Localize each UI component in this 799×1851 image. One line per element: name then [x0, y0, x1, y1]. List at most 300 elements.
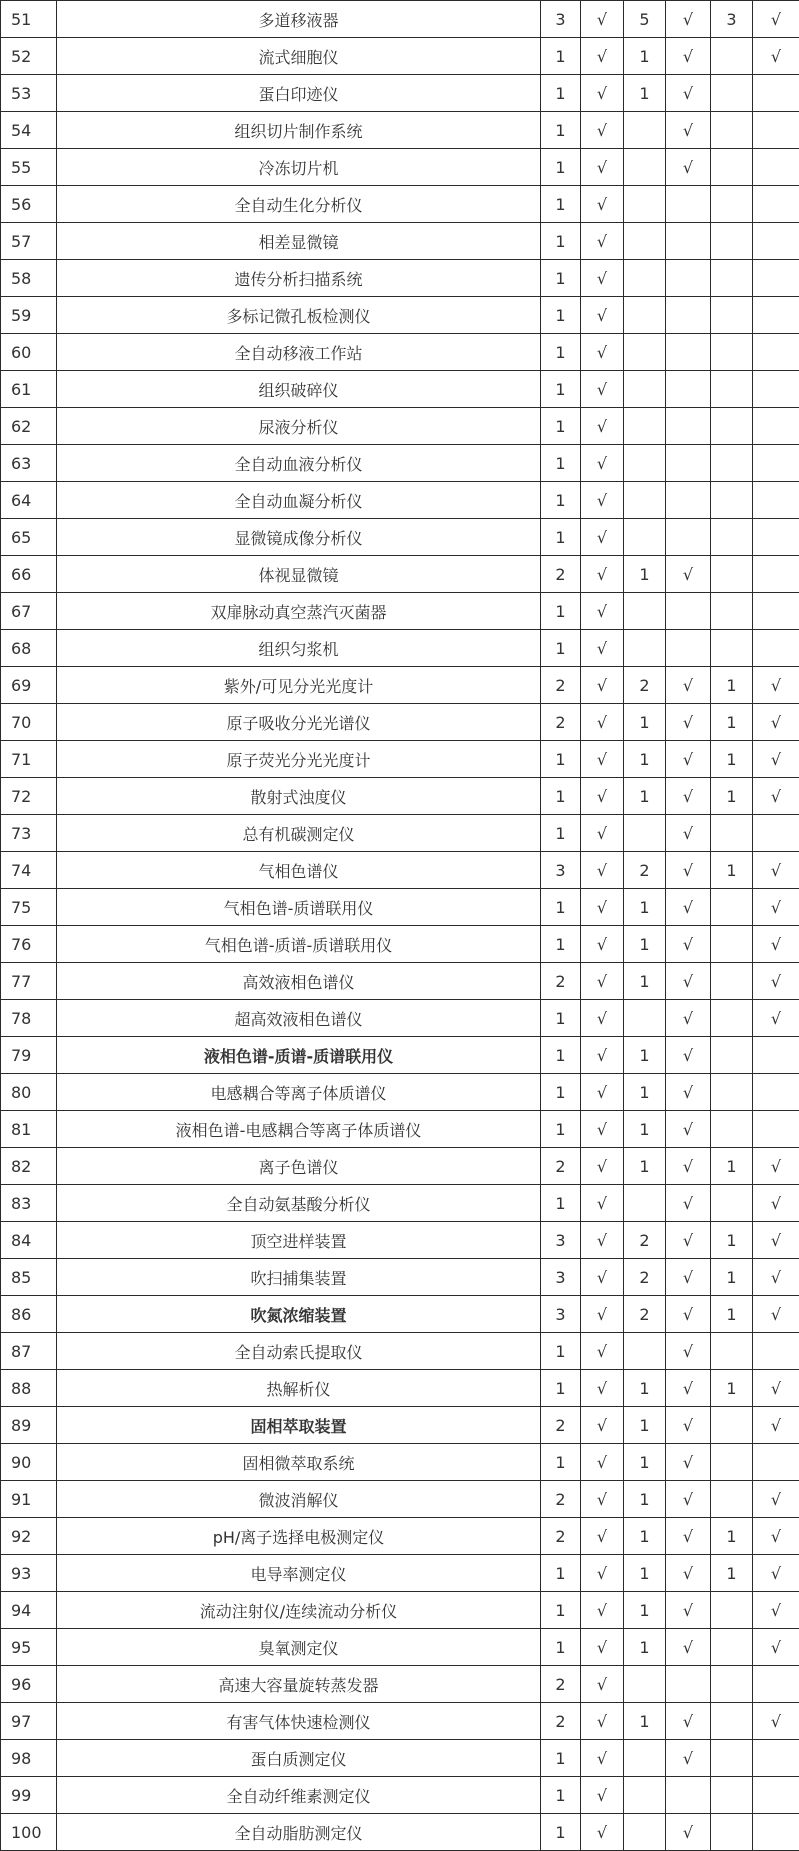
cell-col-3: 1 [624, 889, 666, 926]
cell-col-5 [711, 1185, 753, 1222]
cell-col-5: 1 [711, 704, 753, 741]
equipment-name: 组织破碎仪 [57, 371, 541, 408]
cell-col-1: 2 [541, 1703, 581, 1740]
equipment-name: 全自动纤维素测定仪 [57, 1777, 541, 1814]
cell-col-3 [624, 1814, 666, 1851]
cell-col-5: 1 [711, 1518, 753, 1555]
cell-col-2: √ [581, 1629, 624, 1666]
row-number: 56 [1, 186, 57, 223]
cell-col-3 [624, 1666, 666, 1703]
cell-col-1: 1 [541, 1037, 581, 1074]
row-number: 71 [1, 741, 57, 778]
cell-col-3: 1 [624, 741, 666, 778]
cell-col-2: √ [581, 1037, 624, 1074]
cell-col-1: 1 [541, 186, 581, 223]
equipment-name: 热解析仪 [57, 1370, 541, 1407]
table-row [1, 1111, 799, 1148]
row-number: 70 [1, 704, 57, 741]
cell-col-6: √ [753, 1703, 799, 1740]
table-row [1, 1, 799, 38]
table-row [1, 75, 799, 112]
cell-col-3: 1 [624, 1407, 666, 1444]
cell-col-4: √ [666, 704, 711, 741]
cell-col-3 [624, 371, 666, 408]
cell-col-5 [711, 889, 753, 926]
cell-col-1: 1 [541, 593, 581, 630]
cell-col-6: √ [753, 1481, 799, 1518]
cell-col-1: 1 [541, 1333, 581, 1370]
row-number: 92 [1, 1518, 57, 1555]
cell-col-6: √ [753, 1370, 799, 1407]
cell-col-2: √ [581, 815, 624, 852]
cell-col-4: √ [666, 1555, 711, 1592]
table-row [1, 1333, 799, 1370]
row-number: 81 [1, 1111, 57, 1148]
cell-col-1: 1 [541, 260, 581, 297]
table-row [1, 1370, 799, 1407]
cell-col-2: √ [581, 482, 624, 519]
cell-col-4: √ [666, 667, 711, 704]
cell-col-4: √ [666, 1370, 711, 1407]
cell-col-1: 1 [541, 1740, 581, 1777]
cell-col-2: √ [581, 408, 624, 445]
cell-col-1: 2 [541, 1666, 581, 1703]
cell-col-1: 1 [541, 445, 581, 482]
row-number: 100 [1, 1814, 57, 1851]
table-row [1, 1740, 799, 1777]
table-row [1, 1222, 799, 1259]
cell-col-6 [753, 1666, 799, 1703]
cell-col-1: 1 [541, 815, 581, 852]
cell-col-1: 1 [541, 926, 581, 963]
cell-col-5 [711, 1777, 753, 1814]
cell-col-6: √ [753, 741, 799, 778]
cell-col-3: 1 [624, 1481, 666, 1518]
cell-col-6: √ [753, 1185, 799, 1222]
cell-col-5 [711, 926, 753, 963]
cell-col-2: √ [581, 1555, 624, 1592]
cell-col-6 [753, 519, 799, 556]
cell-col-5 [711, 482, 753, 519]
cell-col-4 [666, 630, 711, 667]
equipment-name: 气相色谱-质谱-质谱联用仪 [57, 926, 541, 963]
cell-col-2: √ [581, 38, 624, 75]
cell-col-3: 1 [624, 1111, 666, 1148]
equipment-name: 蛋白印迹仪 [57, 75, 541, 112]
cell-col-1: 2 [541, 556, 581, 593]
cell-col-4: √ [666, 1222, 711, 1259]
row-number: 76 [1, 926, 57, 963]
equipment-name: 遗传分析扫描系统 [57, 260, 541, 297]
row-number: 79 [1, 1037, 57, 1074]
row-number: 73 [1, 815, 57, 852]
cell-col-1: 2 [541, 1518, 581, 1555]
cell-col-6: √ [753, 38, 799, 75]
cell-col-2: √ [581, 1407, 624, 1444]
cell-col-3 [624, 519, 666, 556]
cell-col-1: 1 [541, 334, 581, 371]
equipment-name: 液相色谱-质谱-质谱联用仪 [57, 1037, 541, 1074]
cell-col-1: 1 [541, 149, 581, 186]
table-row [1, 408, 799, 445]
cell-col-4: √ [666, 1037, 711, 1074]
cell-col-4 [666, 371, 711, 408]
cell-col-1: 3 [541, 1259, 581, 1296]
cell-col-6: √ [753, 926, 799, 963]
cell-col-3 [624, 408, 666, 445]
cell-col-6: √ [753, 963, 799, 1000]
table-row [1, 1259, 799, 1296]
cell-col-2: √ [581, 112, 624, 149]
table-row [1, 371, 799, 408]
cell-col-2: √ [581, 260, 624, 297]
cell-col-6 [753, 1074, 799, 1111]
cell-col-6: √ [753, 704, 799, 741]
row-number: 82 [1, 1148, 57, 1185]
table-row [1, 741, 799, 778]
cell-col-5 [711, 1814, 753, 1851]
cell-col-3: 1 [624, 1037, 666, 1074]
row-number: 91 [1, 1481, 57, 1518]
cell-col-2: √ [581, 1074, 624, 1111]
cell-col-6 [753, 630, 799, 667]
row-number: 65 [1, 519, 57, 556]
cell-col-6 [753, 1037, 799, 1074]
table-row [1, 445, 799, 482]
cell-col-5 [711, 260, 753, 297]
cell-col-5 [711, 963, 753, 1000]
table-row [1, 1148, 799, 1185]
equipment-name: 组织匀浆机 [57, 630, 541, 667]
cell-col-5 [711, 297, 753, 334]
cell-col-4: √ [666, 149, 711, 186]
cell-col-3 [624, 815, 666, 852]
cell-col-4: √ [666, 1518, 711, 1555]
row-number: 61 [1, 371, 57, 408]
table-row [1, 223, 799, 260]
cell-col-2: √ [581, 1481, 624, 1518]
cell-col-3: 1 [624, 75, 666, 112]
cell-col-2: √ [581, 1333, 624, 1370]
cell-col-2: √ [581, 741, 624, 778]
cell-col-4 [666, 445, 711, 482]
table-row [1, 593, 799, 630]
cell-col-1: 2 [541, 1148, 581, 1185]
cell-col-2: √ [581, 334, 624, 371]
cell-col-5: 1 [711, 1259, 753, 1296]
cell-col-4 [666, 297, 711, 334]
cell-col-5 [711, 371, 753, 408]
cell-col-6: √ [753, 778, 799, 815]
cell-col-3: 2 [624, 852, 666, 889]
table-row [1, 1592, 799, 1629]
cell-col-3: 1 [624, 38, 666, 75]
cell-col-2: √ [581, 1444, 624, 1481]
cell-col-1: 1 [541, 1814, 581, 1851]
row-number: 98 [1, 1740, 57, 1777]
cell-col-4: √ [666, 1111, 711, 1148]
cell-col-4: √ [666, 1074, 711, 1111]
cell-col-6: √ [753, 1259, 799, 1296]
cell-col-1: 1 [541, 223, 581, 260]
equipment-name: 电导率测定仪 [57, 1555, 541, 1592]
cell-col-4: √ [666, 778, 711, 815]
table-row [1, 667, 799, 704]
cell-col-6 [753, 1740, 799, 1777]
cell-col-1: 3 [541, 852, 581, 889]
cell-col-5 [711, 1407, 753, 1444]
cell-col-3 [624, 593, 666, 630]
row-number: 60 [1, 334, 57, 371]
cell-col-1: 1 [541, 38, 581, 75]
cell-col-3: 2 [624, 1296, 666, 1333]
cell-col-6: √ [753, 1148, 799, 1185]
cell-col-5 [711, 556, 753, 593]
cell-col-4: √ [666, 38, 711, 75]
cell-col-3: 1 [624, 926, 666, 963]
cell-col-1: 1 [541, 741, 581, 778]
row-number: 62 [1, 408, 57, 445]
cell-col-5 [711, 149, 753, 186]
cell-col-6 [753, 112, 799, 149]
cell-col-4: √ [666, 1296, 711, 1333]
cell-col-2: √ [581, 1814, 624, 1851]
equipment-name: 尿液分析仪 [57, 408, 541, 445]
cell-col-2: √ [581, 297, 624, 334]
row-number: 66 [1, 556, 57, 593]
equipment-name: 显微镜成像分析仪 [57, 519, 541, 556]
table-row [1, 1629, 799, 1666]
cell-col-5 [711, 445, 753, 482]
row-number: 63 [1, 445, 57, 482]
table-row [1, 1703, 799, 1740]
table-row [1, 704, 799, 741]
cell-col-2: √ [581, 186, 624, 223]
table-row [1, 963, 799, 1000]
equipment-name: 吹氮浓缩装置 [57, 1296, 541, 1333]
cell-col-4 [666, 1777, 711, 1814]
cell-col-3: 1 [624, 1592, 666, 1629]
cell-col-6 [753, 149, 799, 186]
row-number: 84 [1, 1222, 57, 1259]
cell-col-5 [711, 223, 753, 260]
cell-col-5 [711, 593, 753, 630]
cell-col-5 [711, 630, 753, 667]
cell-col-6 [753, 334, 799, 371]
equipment-name: 高速大容量旋转蒸发器 [57, 1666, 541, 1703]
cell-col-2: √ [581, 223, 624, 260]
cell-col-5 [711, 815, 753, 852]
cell-col-2: √ [581, 445, 624, 482]
table-row [1, 482, 799, 519]
cell-col-1: 1 [541, 482, 581, 519]
equipment-name: 高效液相色谱仪 [57, 963, 541, 1000]
cell-col-3 [624, 482, 666, 519]
row-number: 58 [1, 260, 57, 297]
cell-col-4: √ [666, 1444, 711, 1481]
equipment-name: 多道移液器 [57, 1, 541, 38]
cell-col-1: 1 [541, 1370, 581, 1407]
cell-col-2: √ [581, 1592, 624, 1629]
equipment-name: 全自动生化分析仪 [57, 186, 541, 223]
table-row [1, 556, 799, 593]
cell-col-6: √ [753, 889, 799, 926]
cell-col-3 [624, 1185, 666, 1222]
cell-col-4 [666, 186, 711, 223]
cell-col-1: 2 [541, 963, 581, 1000]
equipment-name: 吹扫捕集装置 [57, 1259, 541, 1296]
cell-col-5 [711, 1481, 753, 1518]
cell-col-5: 1 [711, 667, 753, 704]
cell-col-1: 1 [541, 408, 581, 445]
equipment-name: 总有机碳测定仪 [57, 815, 541, 852]
table-row [1, 889, 799, 926]
cell-col-6 [753, 1111, 799, 1148]
cell-col-5 [711, 1740, 753, 1777]
cell-col-6 [753, 371, 799, 408]
cell-col-2: √ [581, 1, 624, 38]
cell-col-2: √ [581, 1222, 624, 1259]
cell-col-3: 1 [624, 1444, 666, 1481]
cell-col-6: √ [753, 1592, 799, 1629]
cell-col-5 [711, 1666, 753, 1703]
cell-col-6: √ [753, 1, 799, 38]
cell-col-6 [753, 593, 799, 630]
row-number: 90 [1, 1444, 57, 1481]
equipment-name: 有害气体快速检测仪 [57, 1703, 541, 1740]
cell-col-6: √ [753, 667, 799, 704]
cell-col-3: 1 [624, 963, 666, 1000]
cell-col-3 [624, 260, 666, 297]
cell-col-1: 3 [541, 1, 581, 38]
equipment-name: 微波消解仪 [57, 1481, 541, 1518]
cell-col-1: 1 [541, 1185, 581, 1222]
table-row [1, 1444, 799, 1481]
cell-col-1: 1 [541, 75, 581, 112]
row-number: 93 [1, 1555, 57, 1592]
cell-col-6 [753, 408, 799, 445]
table-row [1, 1666, 799, 1703]
equipment-name: 电感耦合等离子体质谱仪 [57, 1074, 541, 1111]
cell-col-4 [666, 408, 711, 445]
cell-col-4: √ [666, 1481, 711, 1518]
cell-col-4: √ [666, 1185, 711, 1222]
cell-col-3 [624, 1740, 666, 1777]
table-row [1, 112, 799, 149]
cell-col-2: √ [581, 1185, 624, 1222]
cell-col-1: 1 [541, 1555, 581, 1592]
equipment-name: 离子色谱仪 [57, 1148, 541, 1185]
cell-col-5 [711, 1074, 753, 1111]
cell-col-6: √ [753, 1629, 799, 1666]
cell-col-2: √ [581, 852, 624, 889]
cell-col-5: 1 [711, 1555, 753, 1592]
cell-col-4: √ [666, 1000, 711, 1037]
cell-col-3: 2 [624, 667, 666, 704]
cell-col-4: √ [666, 1629, 711, 1666]
table-row [1, 1555, 799, 1592]
row-number: 68 [1, 630, 57, 667]
equipment-name: 全自动血液分析仪 [57, 445, 541, 482]
cell-col-3: 1 [624, 1555, 666, 1592]
cell-col-1: 1 [541, 1000, 581, 1037]
cell-col-5 [711, 112, 753, 149]
cell-col-4 [666, 482, 711, 519]
cell-col-6: √ [753, 1000, 799, 1037]
cell-col-3: 1 [624, 1629, 666, 1666]
row-number: 97 [1, 1703, 57, 1740]
cell-col-6: √ [753, 1407, 799, 1444]
equipment-name: 原子吸收分光光谱仪 [57, 704, 541, 741]
cell-col-6 [753, 75, 799, 112]
cell-col-3: 1 [624, 1074, 666, 1111]
equipment-name: 固相微萃取系统 [57, 1444, 541, 1481]
cell-col-3 [624, 112, 666, 149]
equipment-name: 固相萃取装置 [57, 1407, 541, 1444]
cell-col-3 [624, 445, 666, 482]
cell-col-3: 1 [624, 1703, 666, 1740]
table-body [1, 1, 799, 1851]
cell-col-1: 1 [541, 1444, 581, 1481]
cell-col-2: √ [581, 371, 624, 408]
cell-col-2: √ [581, 889, 624, 926]
table-row [1, 1000, 799, 1037]
cell-col-5 [711, 1111, 753, 1148]
cell-col-6 [753, 260, 799, 297]
cell-col-3: 2 [624, 1259, 666, 1296]
cell-col-4: √ [666, 1, 711, 38]
cell-col-4 [666, 223, 711, 260]
table-row [1, 297, 799, 334]
cell-col-5: 1 [711, 1296, 753, 1333]
cell-col-1: 2 [541, 667, 581, 704]
equipment-name: 全自动索氏提取仪 [57, 1333, 541, 1370]
table-row [1, 1481, 799, 1518]
cell-col-5: 1 [711, 852, 753, 889]
cell-col-2: √ [581, 1000, 624, 1037]
equipment-name: 冷冻切片机 [57, 149, 541, 186]
cell-col-6 [753, 1777, 799, 1814]
equipment-name: 液相色谱-电感耦合等离子体质谱仪 [57, 1111, 541, 1148]
cell-col-5 [711, 1703, 753, 1740]
cell-col-4: √ [666, 889, 711, 926]
equipment-name: 全自动移液工作站 [57, 334, 541, 371]
equipment-name: 相差显微镜 [57, 223, 541, 260]
cell-col-3: 1 [624, 1148, 666, 1185]
row-number: 54 [1, 112, 57, 149]
cell-col-5 [711, 408, 753, 445]
cell-col-2: √ [581, 1740, 624, 1777]
cell-col-5: 1 [711, 778, 753, 815]
table-row [1, 1518, 799, 1555]
equipment-name: 散射式浊度仪 [57, 778, 541, 815]
cell-col-1: 1 [541, 1629, 581, 1666]
cell-col-4: √ [666, 815, 711, 852]
cell-col-6: √ [753, 1296, 799, 1333]
row-number: 74 [1, 852, 57, 889]
cell-col-2: √ [581, 1259, 624, 1296]
cell-col-5: 1 [711, 1222, 753, 1259]
equipment-name: 全自动血凝分析仪 [57, 482, 541, 519]
cell-col-4: √ [666, 1148, 711, 1185]
cell-col-3: 1 [624, 556, 666, 593]
cell-col-4 [666, 519, 711, 556]
cell-col-5 [711, 1000, 753, 1037]
table-row [1, 926, 799, 963]
cell-col-1: 1 [541, 297, 581, 334]
cell-col-5 [711, 75, 753, 112]
table-row [1, 38, 799, 75]
